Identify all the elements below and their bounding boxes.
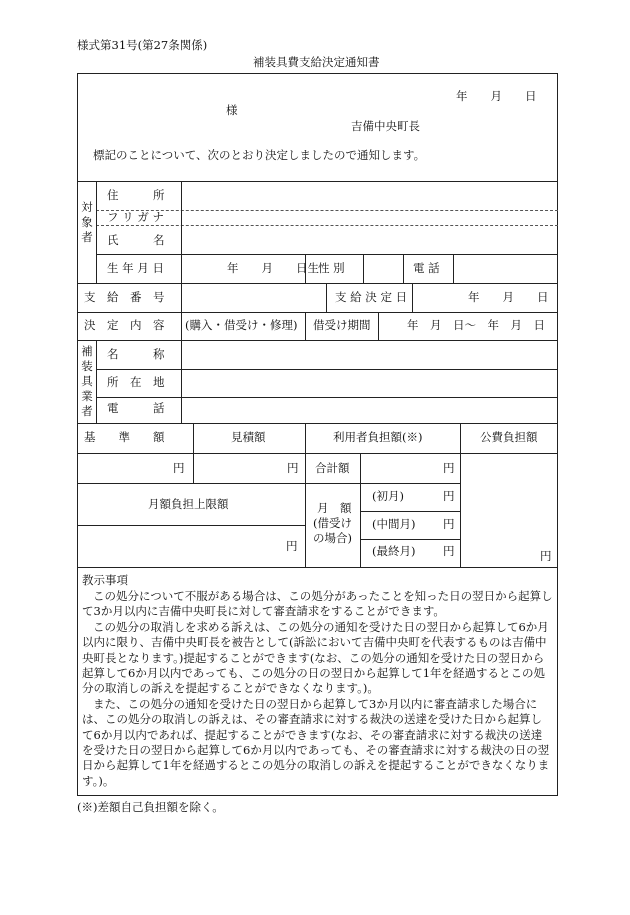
monthly-label-3: の場合)	[313, 531, 352, 545]
instruction-paragraph: この処分について不服がある場合は、この処分があったことを知った日の翌日から起算して3か月以内に吉備中央町長に対して審査請求をすることができます。	[82, 589, 553, 619]
monthly-label-2: (借受け	[313, 516, 352, 530]
decision-date-label: 支 給 決 定 日	[335, 290, 408, 304]
yen-unit: 円	[287, 461, 299, 475]
yen-unit: 円	[540, 549, 552, 563]
yen-unit: 円	[443, 544, 455, 558]
yen-unit: 円	[443, 489, 455, 503]
address-label: 住 所	[107, 188, 165, 202]
vendor-group-label: 補装具業者	[81, 344, 93, 418]
middle-month-label: (中間月)	[372, 517, 416, 531]
form-number: 様式第31号(第27条関係)	[77, 38, 208, 52]
yen-unit: 円	[443, 461, 455, 475]
yen-unit: 円	[173, 461, 185, 475]
birthdate-label: 生 年 月 日	[107, 261, 164, 275]
phone-label: 電 話	[413, 261, 440, 275]
estimate-label: 見積額	[231, 430, 266, 444]
decision-date-value: 年 月 日	[468, 290, 549, 304]
footnote: (※)差額自己負担額を除く。	[77, 800, 224, 814]
monthly-label-1: 月 額	[317, 501, 352, 515]
vendor-name-label: 名 称	[107, 347, 165, 361]
standard-amount-label: 基 準 額	[84, 430, 165, 444]
issuer-name: 吉備中央町長	[351, 119, 420, 133]
date-field: 年 月 日	[456, 89, 537, 103]
document-title: 補装具費支給決定通知書	[253, 55, 380, 69]
vendor-phone-label: 電 話	[107, 401, 165, 415]
rental-period-value: 年 月 日～ 年 月 日	[407, 318, 545, 332]
furigana-label: フ リ ガ ナ	[107, 210, 164, 224]
yen-unit: 円	[443, 517, 455, 531]
yen-unit: 円	[286, 539, 298, 553]
subject-group-label: 対象者	[81, 200, 93, 244]
instructions-heading: 教示事項	[82, 573, 128, 587]
rental-period-label: 借受け期間	[313, 318, 371, 332]
name-label: 氏 名	[107, 233, 165, 247]
decision-options: (購入・借受け・修理)	[185, 318, 298, 332]
payment-number-label: 支 給 番 号	[84, 290, 165, 304]
monthly-cap-label: 月額負担上限額	[148, 497, 229, 511]
total-label: 合計額	[315, 461, 350, 475]
last-month-label: (最終月)	[372, 544, 416, 558]
gender-label: 性 別	[318, 261, 345, 275]
instructions-body	[82, 589, 553, 789]
recipient-suffix: 様	[226, 103, 238, 117]
public-share-label: 公費負担額	[480, 430, 538, 444]
first-month-label: (初月)	[372, 489, 404, 503]
vendor-location-label: 所 在 地	[107, 375, 165, 389]
birthdate-value: 年 月 日生	[227, 261, 319, 275]
instruction-paragraph: この処分の取消しを求める訴えは、この処分の通知を受けた日の翌日から起算して6か月以内に限り、吉備中央町長を被告として(訴訟において吉備中央町を代表するものは吉備中央町長となります。)提起することができます(なお、この処分の通知を受けた日の翌日から起算して6か月以内であっても、この処分の日の翌日から起算して1年を経過するとこの処分の取消しの訴えを提起することができなくなります。)。	[82, 619, 549, 696]
notice-text: 標記のことについて、次のとおり決定しましたので通知します。	[93, 148, 426, 162]
user-share-label: 利用者負担額(※)	[333, 430, 423, 444]
instruction-paragraph: また、この処分の通知を受けた日の翌日から起算して3か月以内に審査請求した場合には、この処分の取消しの訴えは、その審査請求に対する裁決の送達を受けた日から起算して6か月以内であれば、提起することができます(なお、その審査請求に対する裁決の送達を受けた日の翌日から起算して6か月以内であっても、その審査請求に対する裁決の日の翌日から起算して1年を経過するとこの処分の取消しの訴えを提起することができなくなります。)。	[82, 696, 550, 788]
decision-content-label: 決 定 内 容	[84, 318, 165, 332]
